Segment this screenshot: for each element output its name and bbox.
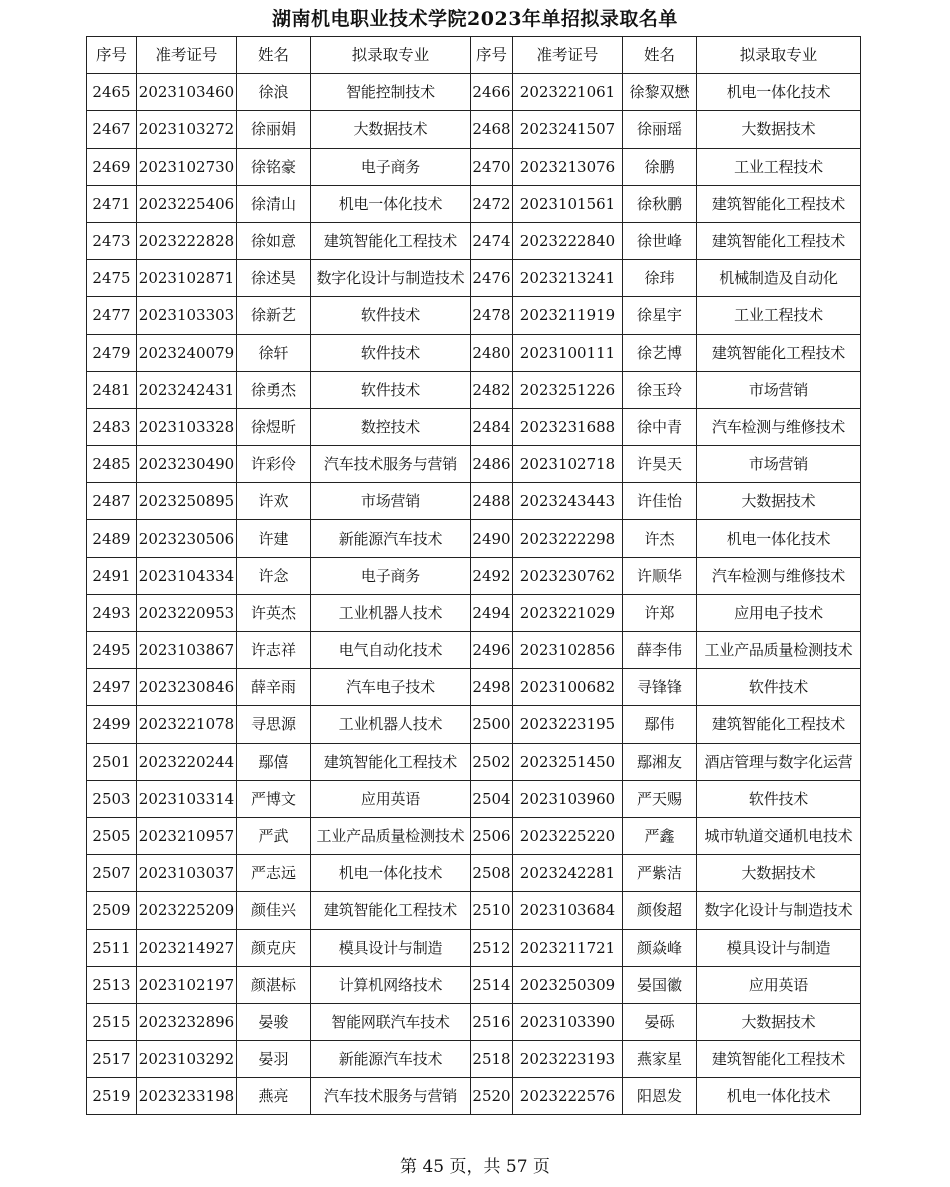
exam-id-cell: 2023103960 xyxy=(513,780,623,817)
name-cell: 徐黎双懋 xyxy=(623,74,697,111)
name-cell: 颜俊超 xyxy=(623,892,697,929)
exam-id-cell: 2023103272 xyxy=(137,111,237,148)
exam-id-cell: 2023213241 xyxy=(513,260,623,297)
seq-cell: 2472 xyxy=(471,185,513,222)
major-cell: 数字化设计与制造技术 xyxy=(311,260,471,297)
name-cell: 严天赐 xyxy=(623,780,697,817)
table-row xyxy=(87,520,861,557)
exam-id-cell: 2023221078 xyxy=(137,706,237,743)
name-cell: 晏国徽 xyxy=(623,966,697,1003)
name-cell: 徐玉玲 xyxy=(623,371,697,408)
seq-cell: 2504 xyxy=(471,780,513,817)
exam-id-cell: 2023103328 xyxy=(137,408,237,445)
name-cell: 严紫洁 xyxy=(623,855,697,892)
seq-cell: 2501 xyxy=(87,743,137,780)
name-cell: 燕亮 xyxy=(237,1078,311,1115)
table-row xyxy=(87,780,861,817)
major-cell: 汽车检测与维修技术 xyxy=(697,557,861,594)
table-row xyxy=(87,111,861,148)
major-cell: 计算机网络技术 xyxy=(311,966,471,1003)
major-cell: 建筑智能化工程技术 xyxy=(311,892,471,929)
name-cell: 颜焱峰 xyxy=(623,929,697,966)
table-row xyxy=(87,1041,861,1078)
major-cell: 机电一体化技术 xyxy=(697,520,861,557)
major-cell: 建筑智能化工程技术 xyxy=(311,222,471,259)
exam-id-cell: 2023225209 xyxy=(137,892,237,929)
seq-cell: 2499 xyxy=(87,706,137,743)
exam-id-cell: 2023104334 xyxy=(137,557,237,594)
major-cell: 软件技术 xyxy=(697,669,861,706)
exam-id-cell: 2023103314 xyxy=(137,780,237,817)
major-cell: 智能控制技术 xyxy=(311,74,471,111)
name-cell: 徐中青 xyxy=(623,408,697,445)
name-cell: 徐勇杰 xyxy=(237,371,311,408)
name-cell: 徐轩 xyxy=(237,334,311,371)
table-row xyxy=(87,892,861,929)
exam-id-cell: 2023102718 xyxy=(513,446,623,483)
table-row xyxy=(87,371,861,408)
major-cell: 机电一体化技术 xyxy=(697,1078,861,1115)
name-cell: 徐世峰 xyxy=(623,222,697,259)
table-row xyxy=(87,260,861,297)
exam-id-cell: 2023102730 xyxy=(137,148,237,185)
document-title: 湖南机电职业技术学院2023年单招拟录取名单 xyxy=(272,8,678,30)
exam-id-cell: 2023210957 xyxy=(137,817,237,854)
table-row xyxy=(87,706,861,743)
seq-cell: 2475 xyxy=(87,260,137,297)
name-cell: 鄢僖 xyxy=(237,743,311,780)
name-cell: 严志远 xyxy=(237,855,311,892)
exam-id-cell: 2023103292 xyxy=(137,1041,237,1078)
name-cell: 徐秋鹏 xyxy=(623,185,697,222)
name-cell: 许建 xyxy=(237,520,311,557)
table-row xyxy=(87,855,861,892)
exam-id-cell: 2023250309 xyxy=(513,966,623,1003)
exam-id-cell: 2023233198 xyxy=(137,1078,237,1115)
name-cell: 晏骏 xyxy=(237,1003,311,1040)
major-cell: 数字化设计与制造技术 xyxy=(697,892,861,929)
name-cell: 徐星宇 xyxy=(623,297,697,334)
major-cell: 工业机器人技术 xyxy=(311,594,471,631)
name-cell: 徐煜昕 xyxy=(237,408,311,445)
table-row xyxy=(87,334,861,371)
exam-id-cell: 2023103460 xyxy=(137,74,237,111)
seq-cell: 2489 xyxy=(87,520,137,557)
name-cell: 晏砾 xyxy=(623,1003,697,1040)
name-cell: 徐述昊 xyxy=(237,260,311,297)
header-exam-id: 准考证号 xyxy=(137,37,237,74)
name-cell: 许昊天 xyxy=(623,446,697,483)
name-cell: 鄢伟 xyxy=(623,706,697,743)
seq-cell: 2505 xyxy=(87,817,137,854)
seq-cell: 2510 xyxy=(471,892,513,929)
name-cell: 严博文 xyxy=(237,780,311,817)
header-major-right: 拟录取专业 xyxy=(697,37,861,74)
name-cell: 徐艺博 xyxy=(623,334,697,371)
table-row xyxy=(87,222,861,259)
major-cell: 工业机器人技术 xyxy=(311,706,471,743)
seq-cell: 2496 xyxy=(471,632,513,669)
exam-id-cell: 2023230490 xyxy=(137,446,237,483)
seq-cell: 2476 xyxy=(471,260,513,297)
exam-id-cell: 2023220953 xyxy=(137,594,237,631)
seq-cell: 2518 xyxy=(471,1041,513,1078)
name-cell: 颜湛标 xyxy=(237,966,311,1003)
name-cell: 许彩伶 xyxy=(237,446,311,483)
major-cell: 酒店管理与数字化运营 xyxy=(697,743,861,780)
major-cell: 机电一体化技术 xyxy=(697,74,861,111)
header-name-right: 姓名 xyxy=(623,37,697,74)
seq-cell: 2486 xyxy=(471,446,513,483)
seq-cell: 2469 xyxy=(87,148,137,185)
name-cell: 薛李伟 xyxy=(623,632,697,669)
exam-id-cell: 2023103390 xyxy=(513,1003,623,1040)
exam-id-cell: 2023240079 xyxy=(137,334,237,371)
header-exam-id-right: 准考证号 xyxy=(513,37,623,74)
seq-cell: 2465 xyxy=(87,74,137,111)
name-cell: 许顺华 xyxy=(623,557,697,594)
major-cell: 应用英语 xyxy=(311,780,471,817)
exam-id-cell: 2023100111 xyxy=(513,334,623,371)
major-cell: 市场营销 xyxy=(697,371,861,408)
seq-cell: 2492 xyxy=(471,557,513,594)
table-row xyxy=(87,632,861,669)
major-cell: 市场营销 xyxy=(697,446,861,483)
table-row xyxy=(87,408,861,445)
exam-id-cell: 2023100682 xyxy=(513,669,623,706)
exam-id-cell: 2023220244 xyxy=(137,743,237,780)
table-row xyxy=(87,483,861,520)
exam-id-cell: 2023103684 xyxy=(513,892,623,929)
exam-id-cell: 2023223195 xyxy=(513,706,623,743)
name-cell: 燕家星 xyxy=(623,1041,697,1078)
exam-id-cell: 2023232896 xyxy=(137,1003,237,1040)
major-cell: 汽车技术服务与营销 xyxy=(311,446,471,483)
header-name: 姓名 xyxy=(237,37,311,74)
exam-id-cell: 2023211721 xyxy=(513,929,623,966)
major-cell: 电气自动化技术 xyxy=(311,632,471,669)
seq-cell: 2509 xyxy=(87,892,137,929)
seq-cell: 2511 xyxy=(87,929,137,966)
name-cell: 寻思源 xyxy=(237,706,311,743)
seq-cell: 2473 xyxy=(87,222,137,259)
name-cell: 颜佳兴 xyxy=(237,892,311,929)
major-cell: 工业产品质量检测技术 xyxy=(697,632,861,669)
major-cell: 大数据技术 xyxy=(697,1003,861,1040)
seq-cell: 2512 xyxy=(471,929,513,966)
major-cell: 建筑智能化工程技术 xyxy=(697,334,861,371)
table-row xyxy=(87,446,861,483)
name-cell: 颜克庆 xyxy=(237,929,311,966)
exam-id-cell: 2023102871 xyxy=(137,260,237,297)
exam-id-cell: 2023230846 xyxy=(137,669,237,706)
exam-id-cell: 2023230506 xyxy=(137,520,237,557)
seq-cell: 2502 xyxy=(471,743,513,780)
major-cell: 汽车技术服务与营销 xyxy=(311,1078,471,1115)
name-cell: 寻锋锋 xyxy=(623,669,697,706)
major-cell: 新能源汽车技术 xyxy=(311,520,471,557)
name-cell: 徐如意 xyxy=(237,222,311,259)
exam-id-cell: 2023242281 xyxy=(513,855,623,892)
major-cell: 建筑智能化工程技术 xyxy=(697,222,861,259)
exam-id-cell: 2023223193 xyxy=(513,1041,623,1078)
major-cell: 模具设计与制造 xyxy=(311,929,471,966)
table-row xyxy=(87,557,861,594)
name-cell: 许杰 xyxy=(623,520,697,557)
major-cell: 软件技术 xyxy=(697,780,861,817)
exam-id-cell: 2023214927 xyxy=(137,929,237,966)
major-cell: 大数据技术 xyxy=(697,111,861,148)
major-cell: 机械制造及自动化 xyxy=(697,260,861,297)
major-cell: 大数据技术 xyxy=(697,483,861,520)
table-row xyxy=(87,669,861,706)
name-cell: 徐鹏 xyxy=(623,148,697,185)
exam-id-cell: 2023103303 xyxy=(137,297,237,334)
major-cell: 模具设计与制造 xyxy=(697,929,861,966)
name-cell: 徐玮 xyxy=(623,260,697,297)
exam-id-cell: 2023222298 xyxy=(513,520,623,557)
seq-cell: 2480 xyxy=(471,334,513,371)
major-cell: 软件技术 xyxy=(311,297,471,334)
name-cell: 许英杰 xyxy=(237,594,311,631)
name-cell: 徐丽娟 xyxy=(237,111,311,148)
major-cell: 应用电子技术 xyxy=(697,594,861,631)
table-row xyxy=(87,1003,861,1040)
exam-id-cell: 2023213076 xyxy=(513,148,623,185)
major-cell: 建筑智能化工程技术 xyxy=(697,185,861,222)
name-cell: 徐浪 xyxy=(237,74,311,111)
major-cell: 软件技术 xyxy=(311,371,471,408)
exam-id-cell: 2023230762 xyxy=(513,557,623,594)
page-number: 第 45 页，共 57 页 xyxy=(400,1157,550,1177)
seq-cell: 2513 xyxy=(87,966,137,1003)
table-row xyxy=(87,185,861,222)
name-cell: 鄢湘友 xyxy=(623,743,697,780)
seq-cell: 2466 xyxy=(471,74,513,111)
seq-cell: 2498 xyxy=(471,669,513,706)
major-cell: 机电一体化技术 xyxy=(311,185,471,222)
major-cell: 大数据技术 xyxy=(697,855,861,892)
major-cell: 工业工程技术 xyxy=(697,148,861,185)
major-cell: 新能源汽车技术 xyxy=(311,1041,471,1078)
major-cell: 智能网联汽车技术 xyxy=(311,1003,471,1040)
name-cell: 许志祥 xyxy=(237,632,311,669)
seq-cell: 2478 xyxy=(471,297,513,334)
major-cell: 工业产品质量检测技术 xyxy=(311,817,471,854)
table-row xyxy=(87,594,861,631)
table-header-row xyxy=(87,37,861,74)
seq-cell: 2495 xyxy=(87,632,137,669)
seq-cell: 2479 xyxy=(87,334,137,371)
exam-id-cell: 2023250895 xyxy=(137,483,237,520)
major-cell: 工业工程技术 xyxy=(697,297,861,334)
name-cell: 严鑫 xyxy=(623,817,697,854)
table-row xyxy=(87,817,861,854)
exam-id-cell: 2023225220 xyxy=(513,817,623,854)
major-cell: 大数据技术 xyxy=(311,111,471,148)
exam-id-cell: 2023231688 xyxy=(513,408,623,445)
name-cell: 晏羽 xyxy=(237,1041,311,1078)
exam-id-cell: 2023102197 xyxy=(137,966,237,1003)
seq-cell: 2503 xyxy=(87,780,137,817)
seq-cell: 2487 xyxy=(87,483,137,520)
major-cell: 汽车检测与维修技术 xyxy=(697,408,861,445)
major-cell: 电子商务 xyxy=(311,148,471,185)
exam-id-cell: 2023103867 xyxy=(137,632,237,669)
exam-id-cell: 2023101561 xyxy=(513,185,623,222)
major-cell: 软件技术 xyxy=(311,334,471,371)
header-seq: 序号 xyxy=(87,37,137,74)
exam-id-cell: 2023243443 xyxy=(513,483,623,520)
seq-cell: 2515 xyxy=(87,1003,137,1040)
major-cell: 市场营销 xyxy=(311,483,471,520)
seq-cell: 2507 xyxy=(87,855,137,892)
exam-id-cell: 2023211919 xyxy=(513,297,623,334)
seq-cell: 2514 xyxy=(471,966,513,1003)
seq-cell: 2490 xyxy=(471,520,513,557)
seq-cell: 2497 xyxy=(87,669,137,706)
seq-cell: 2493 xyxy=(87,594,137,631)
seq-cell: 2517 xyxy=(87,1041,137,1078)
table-row xyxy=(87,743,861,780)
exam-id-cell: 2023103037 xyxy=(137,855,237,892)
name-cell: 阳恩发 xyxy=(623,1078,697,1115)
seq-cell: 2500 xyxy=(471,706,513,743)
major-cell: 城市轨道交通机电技术 xyxy=(697,817,861,854)
seq-cell: 2483 xyxy=(87,408,137,445)
table-row xyxy=(87,929,861,966)
seq-cell: 2494 xyxy=(471,594,513,631)
major-cell: 汽车电子技术 xyxy=(311,669,471,706)
major-cell: 建筑智能化工程技术 xyxy=(311,743,471,780)
major-cell: 建筑智能化工程技术 xyxy=(697,706,861,743)
seq-cell: 2520 xyxy=(471,1078,513,1115)
major-cell: 数控技术 xyxy=(311,408,471,445)
name-cell: 许郑 xyxy=(623,594,697,631)
exam-id-cell: 2023241507 xyxy=(513,111,623,148)
seq-cell: 2477 xyxy=(87,297,137,334)
seq-cell: 2470 xyxy=(471,148,513,185)
seq-cell: 2516 xyxy=(471,1003,513,1040)
exam-id-cell: 2023251450 xyxy=(513,743,623,780)
name-cell: 徐丽瑶 xyxy=(623,111,697,148)
seq-cell: 2481 xyxy=(87,371,137,408)
exam-id-cell: 2023242431 xyxy=(137,371,237,408)
table-row xyxy=(87,966,861,1003)
seq-cell: 2471 xyxy=(87,185,137,222)
seq-cell: 2519 xyxy=(87,1078,137,1115)
name-cell: 严武 xyxy=(237,817,311,854)
name-cell: 徐新艺 xyxy=(237,297,311,334)
seq-cell: 2474 xyxy=(471,222,513,259)
seq-cell: 2468 xyxy=(471,111,513,148)
seq-cell: 2467 xyxy=(87,111,137,148)
table-row xyxy=(87,297,861,334)
major-cell: 机电一体化技术 xyxy=(311,855,471,892)
seq-cell: 2482 xyxy=(471,371,513,408)
name-cell: 许欢 xyxy=(237,483,311,520)
table-row xyxy=(87,74,861,111)
exam-id-cell: 2023222840 xyxy=(513,222,623,259)
table-body xyxy=(87,74,861,1115)
name-cell: 许念 xyxy=(237,557,311,594)
table-row xyxy=(87,148,861,185)
seq-cell: 2491 xyxy=(87,557,137,594)
header-seq-right: 序号 xyxy=(471,37,513,74)
name-cell: 徐铭豪 xyxy=(237,148,311,185)
exam-id-cell: 2023221061 xyxy=(513,74,623,111)
major-cell: 电子商务 xyxy=(311,557,471,594)
table-row xyxy=(87,1078,861,1115)
seq-cell: 2484 xyxy=(471,408,513,445)
exam-id-cell: 2023221029 xyxy=(513,594,623,631)
name-cell: 徐清山 xyxy=(237,185,311,222)
seq-cell: 2508 xyxy=(471,855,513,892)
exam-id-cell: 2023222828 xyxy=(137,222,237,259)
seq-cell: 2485 xyxy=(87,446,137,483)
major-cell: 建筑智能化工程技术 xyxy=(697,1041,861,1078)
exam-id-cell: 2023102856 xyxy=(513,632,623,669)
exam-id-cell: 2023251226 xyxy=(513,371,623,408)
admission-table xyxy=(86,36,861,1115)
exam-id-cell: 2023222576 xyxy=(513,1078,623,1115)
header-major: 拟录取专业 xyxy=(311,37,471,74)
name-cell: 许佳怡 xyxy=(623,483,697,520)
seq-cell: 2488 xyxy=(471,483,513,520)
seq-cell: 2506 xyxy=(471,817,513,854)
name-cell: 薛辛雨 xyxy=(237,669,311,706)
exam-id-cell: 2023225406 xyxy=(137,185,237,222)
major-cell: 应用英语 xyxy=(697,966,861,1003)
